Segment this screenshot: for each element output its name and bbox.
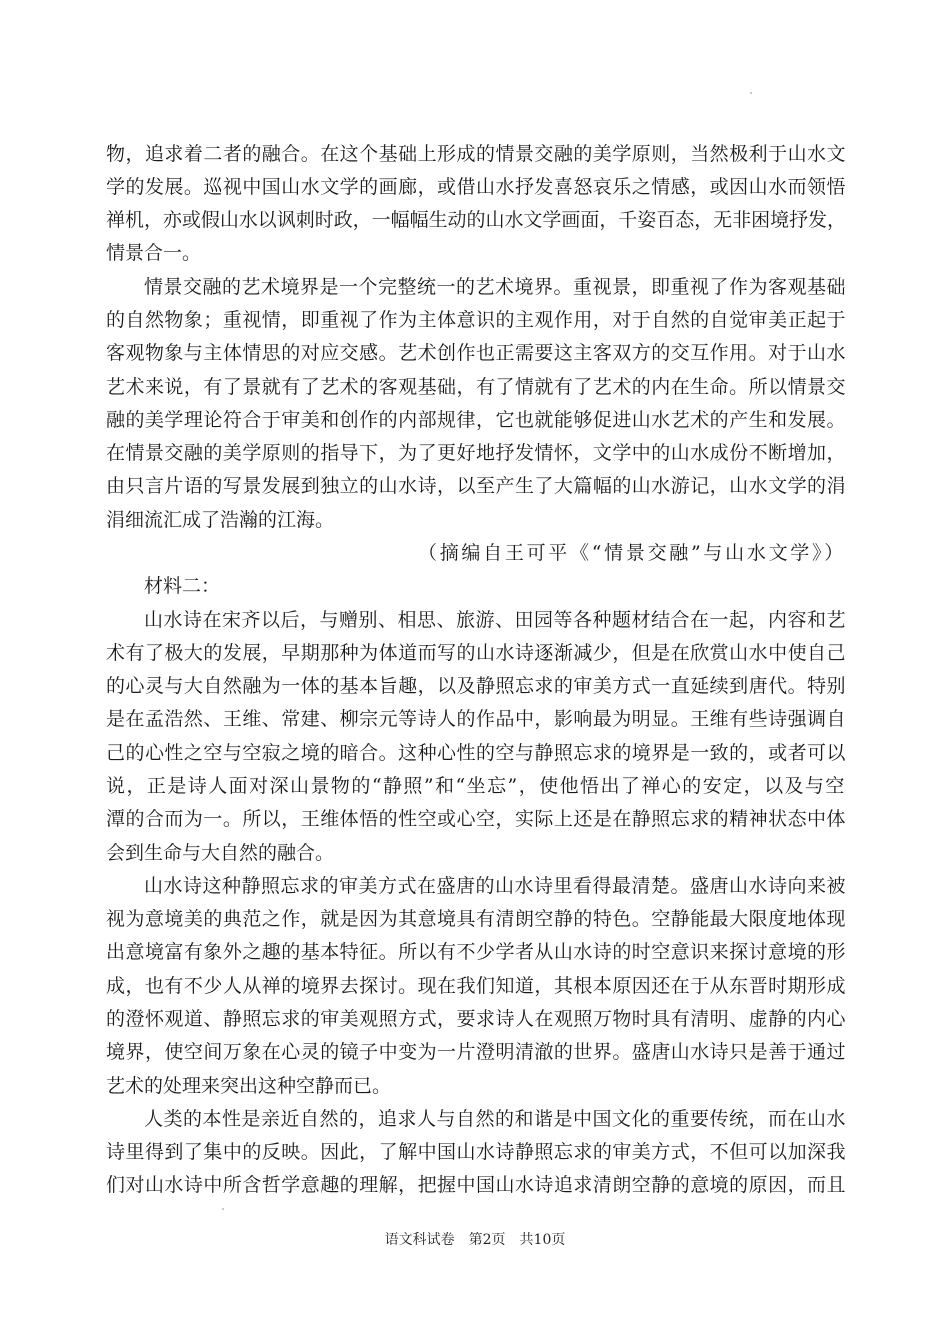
text-line: 的澄怀观道、静照忘求的审美观照方式，要求诗人在观照万物时具有清明、虚静的内心: [106, 1008, 847, 1030]
text-line: 术有了极大的发展，早期那种为体道而写的山水诗逐渐减少，但是在欣赏山水中使自己: [106, 642, 847, 664]
text-line: 客观物象与主体情思的对应交感。艺术创作也正需要这主客双方的交互作用。对于山水: [106, 342, 847, 364]
text-line: 物，追求着二者的融合。在这个基础上形成的情景交融的美学原则，当然极利于山水文: [106, 143, 847, 165]
text-line: 成，也有不少人从禅的境界去探讨。现在我们知道，其根本原因还在于从东晋时期形成: [106, 975, 847, 997]
scan-speck: [750, 92, 752, 94]
text-line: 由只言片语的写景发展到独立的山水诗，以至产生了大篇幅的山水游记，山水文学的涓: [106, 475, 847, 497]
text-line: 融的美学理论符合于审美和创作的内部规律，它也就能够促进山水艺术的产生和发展。: [106, 409, 847, 431]
text-line: 艺术的处理来突出这种空静而已。: [106, 1075, 392, 1097]
text-line: 人类的本性是亲近自然的，追求人与自然的和谐是中国文化的重要传统，而在山水: [144, 1108, 847, 1130]
source-citation: （摘编自王可平《“情景交融”与山水文学》）: [418, 542, 846, 564]
text-line: 山水诗这种静照忘求的审美方式在盛唐的山水诗里看得最清楚。盛唐山水诗向来被: [144, 875, 847, 897]
text-line: 艺术来说，有了景就有了艺术的客观基础，有了情就有了艺术的内在生命。所以情景交: [106, 376, 847, 398]
page-footer: 语文科试卷 第2页 共10页: [384, 1232, 566, 1248]
text-line: 境界，使空间万象在心灵的镜子中变为一片澄明清澈的世界。盛唐山水诗只是善于通过: [106, 1041, 847, 1063]
text-line: 诗里得到了集中的反映。因此，了解中国山水诗静照忘求的审美方式，不但可以加深我: [106, 1141, 847, 1163]
text-line: 的心灵与大自然融为一体的基本旨趣，以及静照忘求的审美方式一直延续到唐代。特别: [106, 675, 847, 697]
scan-speck: [222, 1208, 224, 1210]
text-line: 们对山水诗中所含哲学意趣的理解，把握中国山水诗追求清朗空静的意境的原因，而且: [106, 1174, 847, 1196]
text-line: 情景交融的艺术境界是一个完整统一的艺术境界。重视景，即重视了作为客观基础: [144, 276, 847, 298]
section-heading: 材料二：: [144, 575, 221, 597]
text-line: 在情景交融的美学原则的指导下，为了更好地抒发情怀，文学中的山水成份不断增加，: [106, 442, 847, 464]
text-line: 禅机，亦或假山水以讽刺时政，一幅幅生动的山水文学画面，千姿百态，无非困境抒发，: [106, 209, 847, 231]
text-line: 的自然物象；重视情，即重视了作为主体意识的主观作用，对于自然的自觉审美正起于: [106, 309, 847, 331]
text-line: 潭的合而为一。所以，王维体悟的性空或心空，实际上还是在静照忘求的精神状态中体: [106, 808, 847, 830]
text-line: 涓细流汇成了浩瀚的江海。: [106, 509, 335, 531]
text-line: 出意境富有象外之趣的基本特征。所以有不少学者从山水诗的时空意识来探讨意境的形: [106, 941, 847, 963]
text-line: 会到生命与大自然的融合。: [106, 842, 335, 864]
text-line: 视为意境美的典范之作，就是因为其意境具有清朗空静的特色。空静能最大限度地体现: [106, 908, 847, 930]
text-line: 学的发展。巡视中国山水文学的画廊，或借山水抒发喜怒哀乐之情感，或因山水而领悟: [106, 176, 847, 198]
text-line: 情景合一。: [106, 242, 202, 264]
text-line: 说，正是诗人面对深山景物的“静照”和“坐忘”，使他悟出了禅心的安定，以及与空: [106, 775, 846, 797]
text-line: 己的心性之空与空寂之境的暗合。这种心性的空与静照忘求的境界是一致的，或者可以: [106, 742, 847, 764]
text-line: 山水诗在宋齐以后，与赠别、相思、旅游、田园等各种题材结合在一起，内容和艺: [144, 609, 847, 631]
text-line: 是在孟浩然、王维、常建、柳宗元等诗人的作品中，影响最为明显。王维有些诗强调自: [106, 708, 847, 730]
